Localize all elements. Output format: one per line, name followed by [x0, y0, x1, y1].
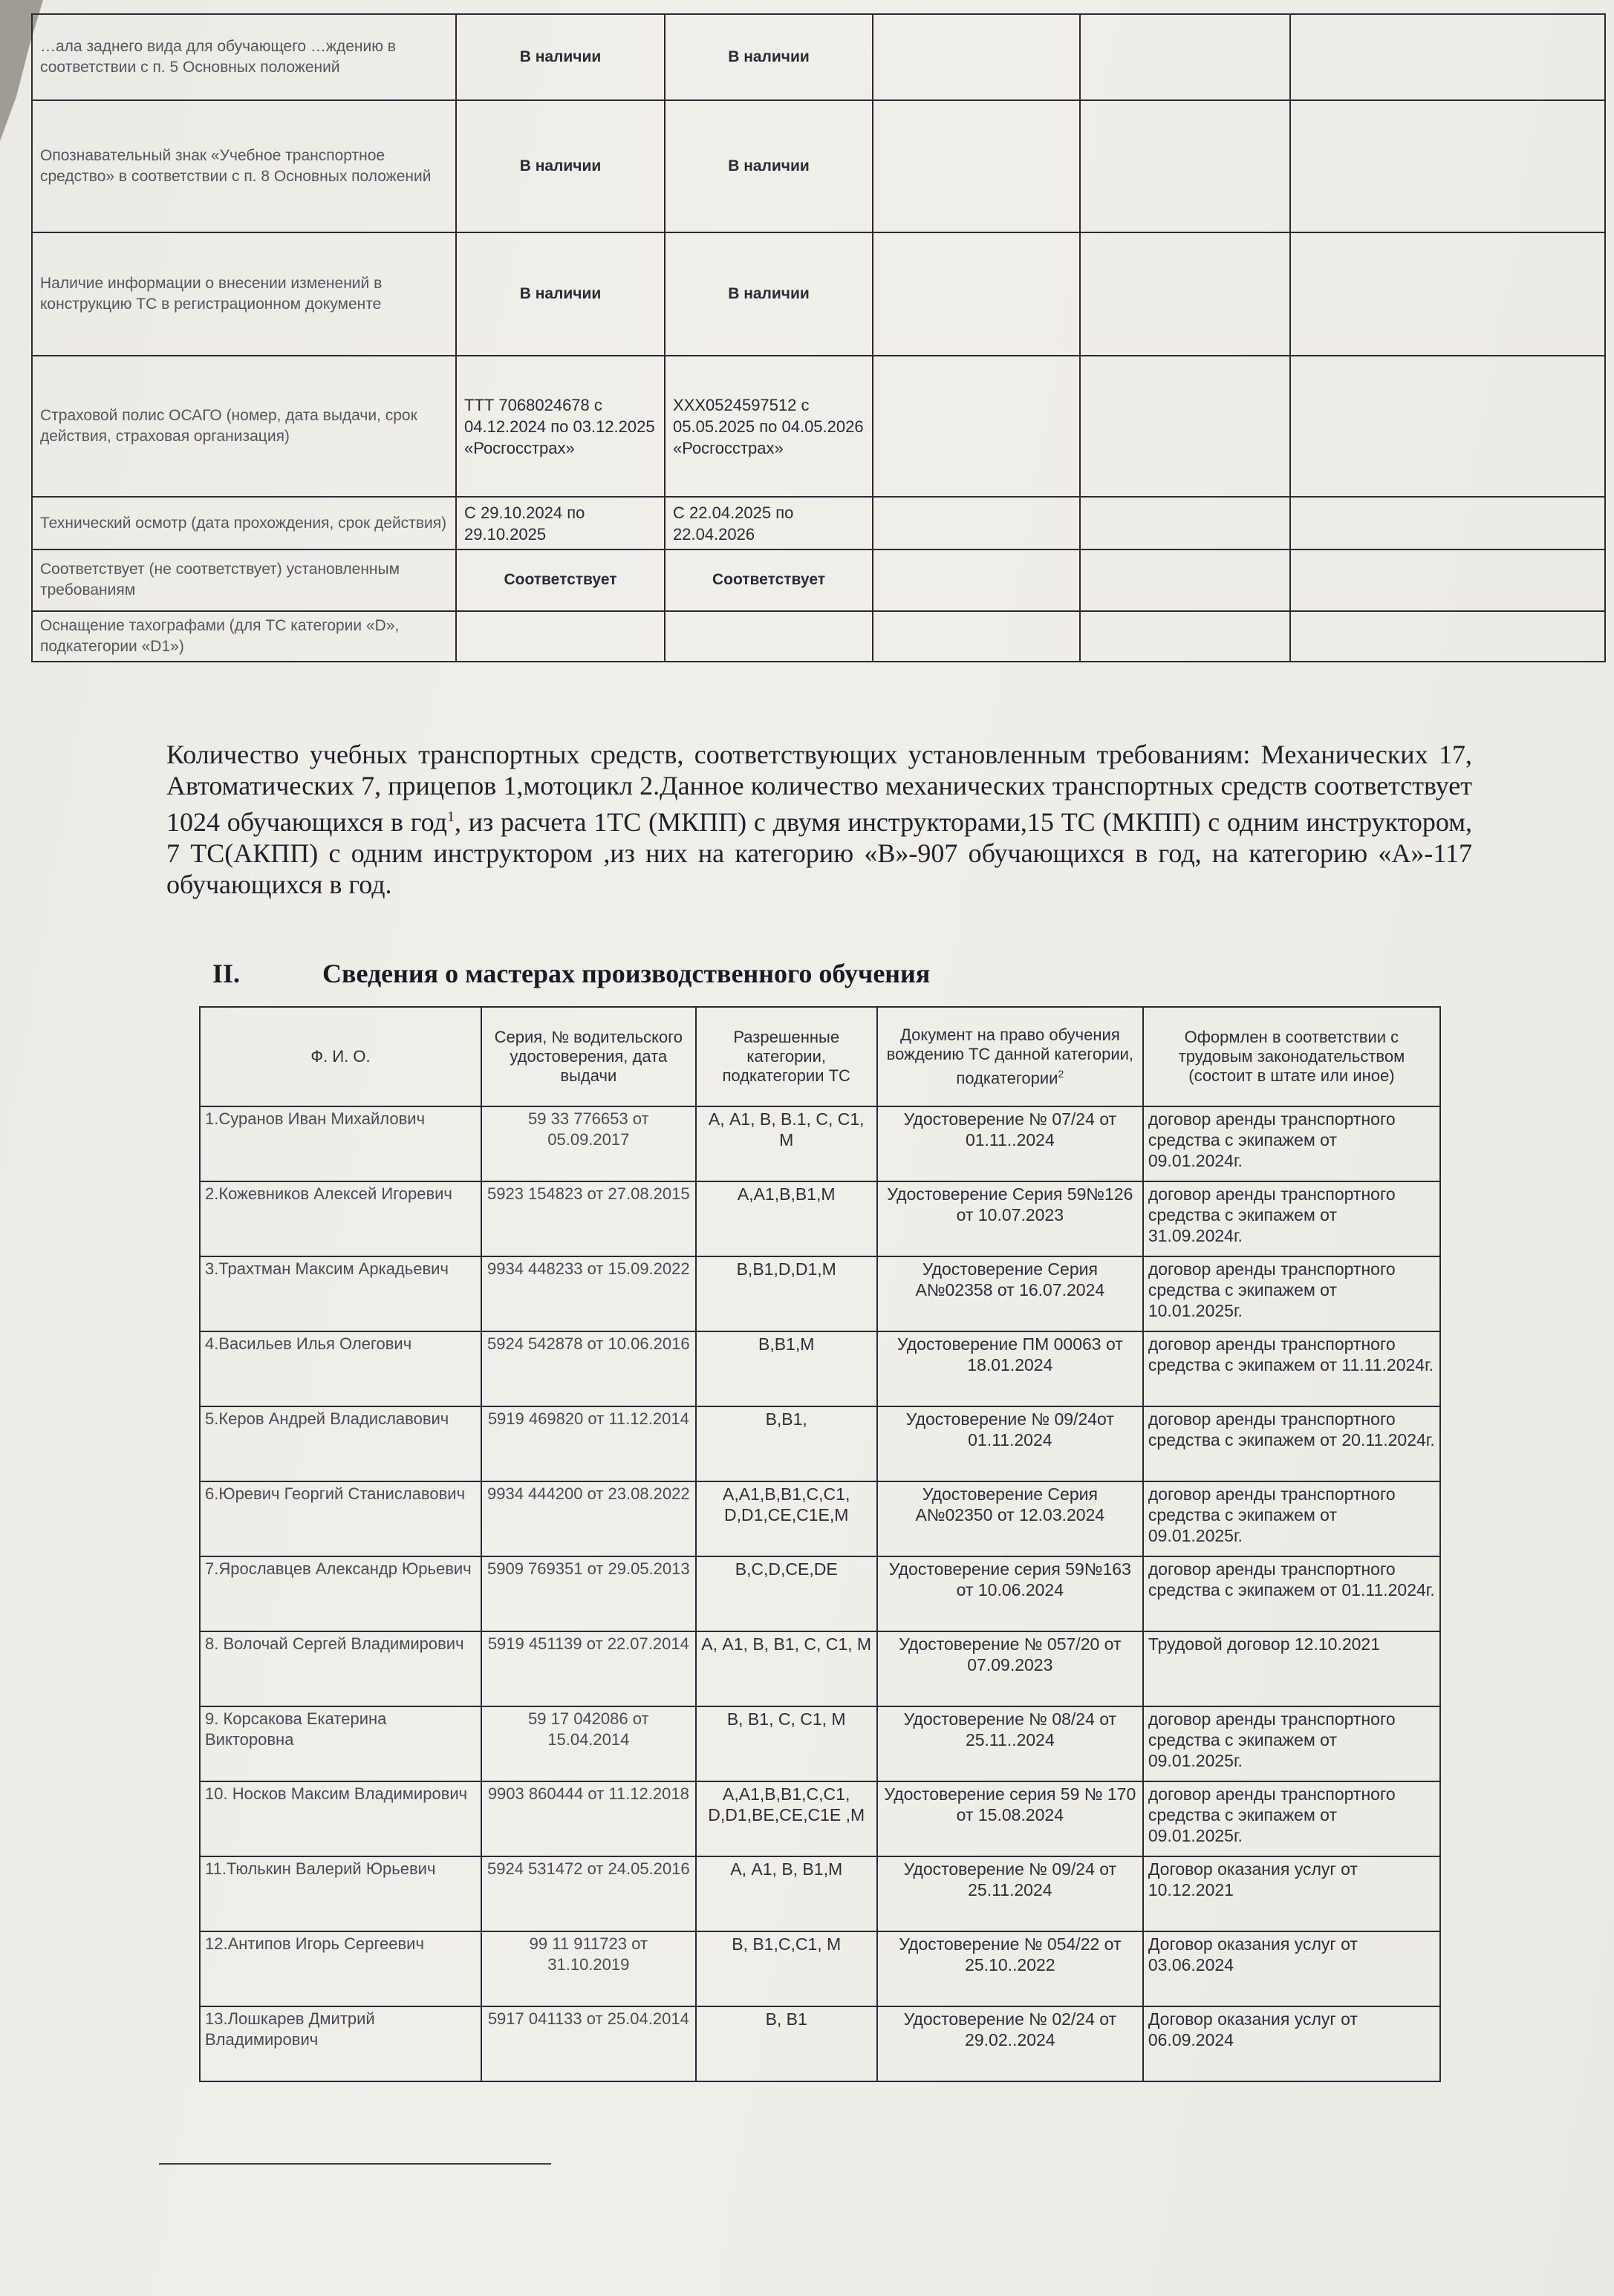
empty-cell — [1080, 549, 1290, 611]
master-document: Удостоверение Серия А№02350 от 12.03.2024 — [877, 1481, 1143, 1556]
masters-table — [199, 1006, 1441, 2082]
master-name: 2.Кожевников Алексей Игоревич — [200, 1181, 481, 1256]
master-license: 59 17 042086 от 15.04.2014 — [481, 1706, 696, 1781]
footnote-mark-2: 2 — [1058, 1067, 1064, 1080]
master-document: Удостоверение Серия А№02358 от 16.07.2024 — [877, 1256, 1143, 1331]
master-categories: А,А1,В,В1,М — [696, 1181, 877, 1256]
vehicle-1-value — [456, 611, 665, 662]
master-document: Удостоверение серия 59№163 от 10.06.2024 — [877, 1556, 1143, 1631]
master-categories: В,В1,М — [696, 1331, 877, 1406]
empty-cell — [873, 549, 1080, 611]
empty-cell — [1290, 232, 1605, 356]
master-employment: договор аренды транспортного средства с экипажем от 09.01.2025г. — [1143, 1481, 1440, 1556]
header-license: Серия, № водительского удостоверения, дата выдачи — [481, 1007, 696, 1106]
header-categories: Разрешенные категории, подкатегории ТС — [696, 1007, 877, 1106]
requirement-label: …ала заднего вида для обучающего …ждению в соответствии с п. 5 Основных положений — [32, 14, 456, 100]
master-document: Удостоверение № 09/24 от 25.11.2024 — [877, 1856, 1143, 1931]
master-row — [200, 1706, 1440, 1781]
master-name: 11.Тюлькин Валерий Юрьевич — [200, 1856, 481, 1931]
master-categories: В, В1,С,С1, М — [696, 1931, 877, 2006]
master-license: 9934 448233 от 15.09.2022 — [481, 1256, 696, 1331]
master-categories: А,А1,В,В1,С,С1, D,D1,ВЕ,СЕ,С1Е ,М — [696, 1781, 877, 1856]
master-document: Удостоверение № 02/24 от 29.02..2024 — [877, 2006, 1143, 2081]
vehicle-2-value — [665, 611, 873, 662]
empty-cell — [1290, 497, 1605, 549]
master-document: Удостоверение ПМ 00063 от 18.01.2024 — [877, 1331, 1143, 1406]
master-license: 5924 542878 от 10.06.2016 — [481, 1331, 696, 1406]
empty-cell — [1290, 356, 1605, 498]
requirement-label: Наличие информации о внесении изменений в конструкцию ТС в регистрационном документе — [32, 232, 456, 356]
master-license: 5924 531472 от 24.05.2016 — [481, 1856, 696, 1931]
vehicle-table-row — [32, 100, 1605, 232]
master-categories: А, А1, В, В.1, С, С1, М — [696, 1106, 877, 1181]
vehicle-table-row — [32, 497, 1605, 549]
master-employment: договор аренды транспортного средства с экипажем от 11.11.2024г. — [1143, 1331, 1440, 1406]
master-document: Удостоверение Серия 59№126 от 10.07.2023 — [877, 1181, 1143, 1256]
master-name: 3.Трахтман Максим Аркадьевич — [200, 1256, 481, 1331]
master-employment: Договор оказания услуг от 10.12.2021 — [1143, 1856, 1440, 1931]
master-license: 99 11 911723 от 31.10.2019 — [481, 1931, 696, 2006]
master-license: 59 33 776653 от 05.09.2017 — [481, 1106, 696, 1181]
master-categories: В,В1,D,D1,М — [696, 1256, 877, 1331]
header-name: Ф. И. О. — [200, 1007, 481, 1106]
vehicle-2-value: В наличии — [665, 232, 873, 356]
master-name: 5.Керов Андрей Владиславович — [200, 1406, 481, 1481]
empty-cell — [873, 232, 1080, 356]
master-row — [200, 1931, 1440, 2006]
master-row — [200, 2006, 1440, 2081]
master-employment: договор аренды транспортного средства с экипажем от 10.01.2025г. — [1143, 1256, 1440, 1331]
master-employment: Трудовой договор 12.10.2021 — [1143, 1631, 1440, 1706]
master-categories: В,В1, — [696, 1406, 877, 1481]
header-employment: Оформлен в соответствии с трудовым законодательством (состоит в штате или иное) — [1143, 1007, 1440, 1106]
vehicle-2-value: В наличии — [665, 100, 873, 232]
master-categories: А, А1, В, В1,М — [696, 1856, 877, 1931]
section-number: II. — [212, 959, 241, 988]
master-row — [200, 1256, 1440, 1331]
vehicle-2-value: В наличии — [665, 14, 873, 100]
master-name: 4.Васильев Илья Олегович — [200, 1331, 481, 1406]
footnote-separator — [159, 2163, 551, 2165]
master-employment: Договор оказания услуг от 06.09.2024 — [1143, 2006, 1440, 2081]
master-document: Удостоверение серия 59 № 170 от 15.08.2024 — [877, 1781, 1143, 1856]
master-document: Удостоверение № 057/20 от 07.09.2023 — [877, 1631, 1143, 1706]
vehicle-table-row — [32, 549, 1605, 611]
master-name: 7.Ярославцев Александр Юрьевич — [200, 1556, 481, 1631]
empty-cell — [1080, 232, 1290, 356]
master-document: Удостоверение № 09/24от 01.11.2024 — [877, 1406, 1143, 1481]
master-employment: договор аренды транспортного средства с экипажем от 20.11.2024г. — [1143, 1406, 1440, 1481]
empty-cell — [1080, 611, 1290, 662]
master-categories: В, В1 — [696, 2006, 877, 2081]
master-document: Удостоверение № 08/24 от 25.11..2024 — [877, 1706, 1143, 1781]
master-license: 5919 451139 от 22.07.2014 — [481, 1631, 696, 1706]
paragraph-text-end: , из расчета 1ТС (МКПП) с двумя инструкторами,15 ТС (МКПП) с одним инструктором, 7 ТС(АКПП) с одним инструктором ,из них на категорию «В»-907 обучающихся в год, на категорию «А»-117 обучающихся в год. — [166, 807, 1473, 899]
empty-cell — [1290, 14, 1605, 100]
master-name: 13.Лошкарев Дмитрий Владимирович — [200, 2006, 481, 2081]
section-heading — [212, 958, 1327, 989]
master-name: 10. Носков Максим Владимирович — [200, 1781, 481, 1856]
master-license: 5923 154823 от 27.08.2015 — [481, 1181, 696, 1256]
empty-cell — [873, 356, 1080, 498]
empty-cell — [1080, 14, 1290, 100]
requirement-label: Оснащение тахографами (для ТС категории «D», подкатегории «D1») — [32, 611, 456, 662]
master-license: 9934 444200 от 23.08.2022 — [481, 1481, 696, 1556]
master-license: 5909 769351 от 29.05.2013 — [481, 1556, 696, 1631]
master-categories: В, В1, С, С1, М — [696, 1706, 877, 1781]
empty-cell — [873, 497, 1080, 549]
vehicle-1-value: В наличии — [456, 14, 665, 100]
master-document: Удостоверение № 07/24 от 01.11..2024 — [877, 1106, 1143, 1181]
empty-cell — [1290, 549, 1605, 611]
master-name: 1.Суранов Иван Михайлович — [200, 1106, 481, 1181]
section-title: Сведения о мастерах производственного обучения — [322, 959, 931, 988]
vehicle-2-value: С 22.04.2025 по 22.04.2026 — [665, 497, 873, 549]
master-row — [200, 1631, 1440, 1706]
vehicle-2-value: ХХХ0524597512 с 05.05.2025 по 04.05.2026 «Росгосстрах» — [665, 356, 873, 498]
master-name: 8. Волочай Сергей Владимирович — [200, 1631, 481, 1706]
master-name: 6.Юревич Георгий Станиславович — [200, 1481, 481, 1556]
vehicle-1-value: С 29.10.2024 по 29.10.2025 — [456, 497, 665, 549]
master-employment: договор аренды транспортного средства с экипажем от 09.01.2025г. — [1143, 1781, 1440, 1856]
master-employment: договор аренды транспортного средства с экипажем от 09.01.2025г. — [1143, 1706, 1440, 1781]
master-row — [200, 1406, 1440, 1481]
master-categories: А, А1, В, В1, С, С1, М — [696, 1631, 877, 1706]
vehicle-2-value: Соответствует — [665, 549, 873, 611]
empty-cell — [1290, 100, 1605, 232]
empty-cell — [1290, 611, 1605, 662]
master-row — [200, 1556, 1440, 1631]
master-name: 12.Антипов Игорь Сергеевич — [200, 1931, 481, 2006]
master-license: 5919 469820 от 11.12.2014 — [481, 1406, 696, 1481]
requirement-label: Страховой полис ОСАГО (номер, дата выдачи, срок действия, страховая организация) — [32, 356, 456, 498]
requirement-label: Соответствует (не соответствует) установленным требованиям — [32, 549, 456, 611]
master-categories: В,С,D,СЕ,DЕ — [696, 1556, 877, 1631]
header-document — [877, 1007, 1143, 1106]
empty-cell — [873, 611, 1080, 662]
vehicle-table-row — [32, 232, 1605, 356]
master-row — [200, 1856, 1440, 1931]
requirement-label: Опознавательный знак «Учебное транспортное средство» в соответствии с п. 8 Основных положений — [32, 100, 456, 232]
master-row — [200, 1481, 1440, 1556]
empty-cell — [1080, 356, 1290, 498]
vehicle-count-paragraph — [166, 739, 1472, 900]
masters-header-row — [200, 1007, 1440, 1106]
requirement-label: Технический осмотр (дата прохождения, срок действия) — [32, 497, 456, 549]
header-document-text: Документ на право обучения вождению ТС данной категории, подкатегории — [886, 1025, 1134, 1088]
master-employment: договор аренды транспортного средства с экипажем от 09.01.2024г. — [1143, 1106, 1440, 1181]
master-row — [200, 1331, 1440, 1406]
master-license: 9903 860444 от 11.12.2018 — [481, 1781, 696, 1856]
footnote-mark-1: 1 — [446, 809, 455, 825]
vehicle-table-row — [32, 356, 1605, 498]
master-name: 9. Корсакова Екатерина Викторовна — [200, 1706, 481, 1781]
vehicle-1-value: Соответствует — [456, 549, 665, 611]
master-row — [200, 1781, 1440, 1856]
vehicle-1-value: В наличии — [456, 232, 665, 356]
master-row — [200, 1181, 1440, 1256]
empty-cell — [873, 100, 1080, 232]
paragraph-text-start: Количество учебных транспортных средств, соответствующих установленным требованиям: Механических 17, Автоматических 7, прицепов 1,мотоцикл 2.Данное количество механических транспортных средств соответствует 1024 обучающихся в год — [166, 740, 1472, 837]
vehicle-1-value: В наличии — [456, 100, 665, 232]
master-license: 5917 041133 от 25.04.2014 — [481, 2006, 696, 2081]
master-employment: Договор оказания услуг от 03.06.2024 — [1143, 1931, 1440, 2006]
master-employment: договор аренды транспортного средства с экипажем от 01.11.2024г. — [1143, 1556, 1440, 1631]
master-document: Удостоверение № 054/22 от 25.10..2022 — [877, 1931, 1143, 2006]
vehicle-table-row — [32, 611, 1605, 662]
master-employment: договор аренды транспортного средства с экипажем от 31.09.2024г. — [1143, 1181, 1440, 1256]
vehicle-table-row — [32, 14, 1605, 100]
empty-cell — [873, 14, 1080, 100]
master-row — [200, 1106, 1440, 1181]
vehicle-requirements-table — [31, 13, 1606, 662]
master-categories: А,А1,В,В1,С,С1, D,D1,СЕ,С1Е,М — [696, 1481, 877, 1556]
vehicle-1-value: ТТТ 7068024678 с 04.12.2024 по 03.12.2025 «Росгосстрах» — [456, 356, 665, 498]
empty-cell — [1080, 497, 1290, 549]
empty-cell — [1080, 100, 1290, 232]
